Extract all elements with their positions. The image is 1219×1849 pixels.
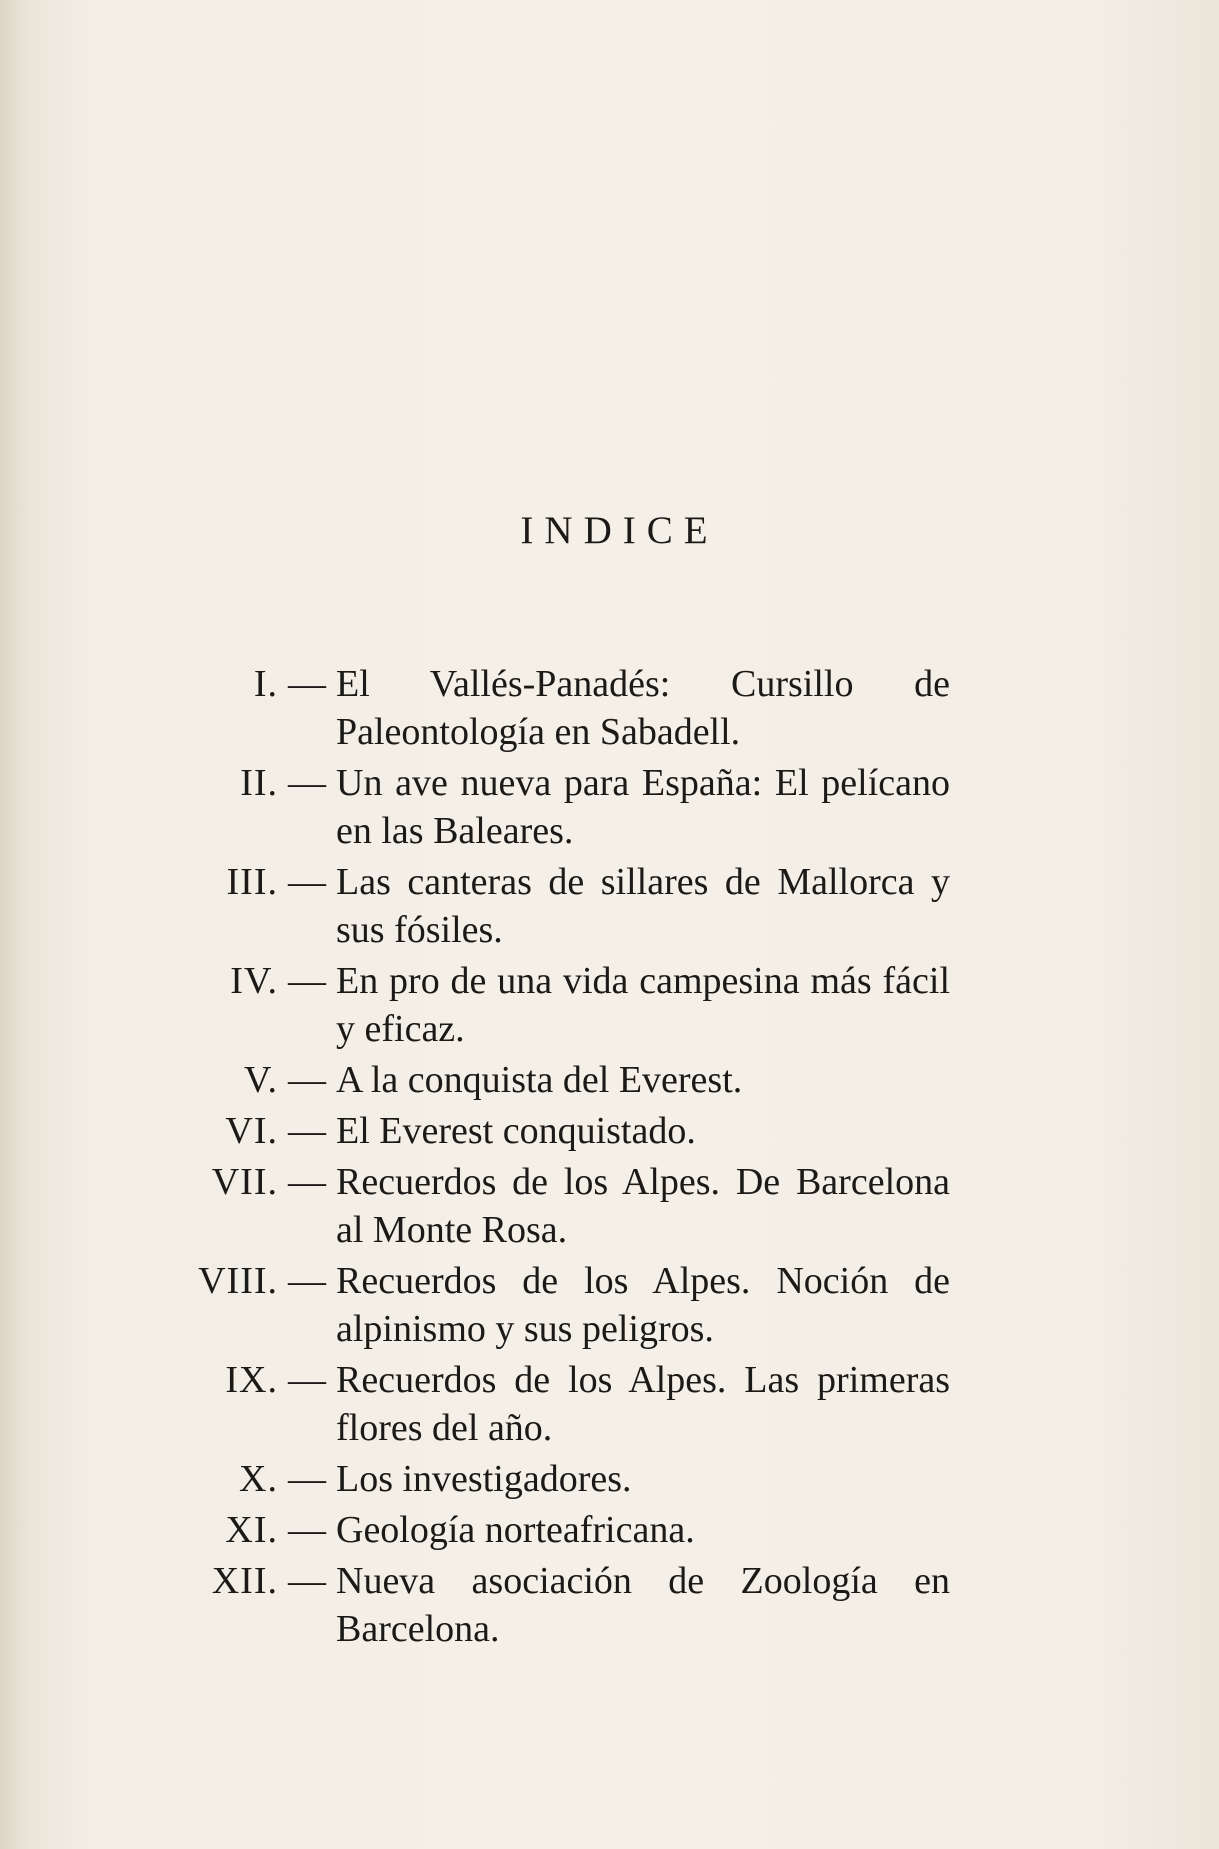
- chapter-title: Recuerdos de los Alpes. Noción de alpinismo y sus peligros.: [336, 1260, 950, 1350]
- toc-entry: [170, 1356, 950, 1452]
- toc-entry: [170, 1506, 950, 1554]
- chapter-title: Recuerdos de los Alpes. De Barcelona al Monte Rosa.: [336, 1161, 950, 1251]
- table-of-contents: [170, 660, 950, 1656]
- chapter-numeral: VI.: [225, 1110, 278, 1152]
- separator: —: [288, 1260, 326, 1302]
- chapter-title: A la conquista del Everest.: [336, 1059, 743, 1101]
- separator: —: [288, 663, 326, 705]
- separator: —: [288, 1359, 326, 1401]
- chapter-numeral: III.: [226, 861, 278, 903]
- separator: —: [288, 1560, 326, 1602]
- separator: —: [288, 1509, 326, 1551]
- toc-entry: [170, 858, 950, 954]
- toc-entry: [170, 1257, 950, 1353]
- chapter-numeral: II.: [240, 762, 278, 804]
- chapter-numeral: XI.: [225, 1509, 278, 1551]
- chapter-title: Un ave nueva para España: El pelícano en las Baleares.: [336, 762, 950, 852]
- toc-entry: [170, 1107, 950, 1155]
- chapter-title: El Everest conquistado.: [336, 1110, 696, 1152]
- toc-entry: [170, 1455, 950, 1503]
- chapter-title: El Vallés-Panadés: Cursillo de Paleontología en Sabadell.: [336, 663, 950, 753]
- toc-entry: [170, 1056, 950, 1104]
- separator: —: [288, 1161, 326, 1203]
- toc-entry: [170, 660, 950, 756]
- chapter-title: Nueva asociación de Zoología en Barcelona.: [336, 1560, 950, 1650]
- toc-entry: [170, 1158, 950, 1254]
- chapter-numeral: X.: [239, 1458, 278, 1500]
- toc-entry: [170, 759, 950, 855]
- separator: —: [288, 1110, 326, 1152]
- chapter-numeral: XII.: [211, 1560, 278, 1602]
- chapter-title: Los investigadores.: [336, 1458, 632, 1500]
- toc-entry: [170, 957, 950, 1053]
- chapter-numeral: V.: [243, 1059, 278, 1101]
- page-title: INDICE: [520, 509, 719, 552]
- chapter-title: En pro de una vida campesina más fácil y eficaz.: [336, 960, 950, 1050]
- chapter-title: Recuerdos de los Alpes. Las primeras flores del año.: [336, 1359, 950, 1449]
- chapter-numeral: IV.: [230, 960, 278, 1002]
- chapter-title: Geología norteafricana.: [336, 1509, 695, 1551]
- separator: —: [288, 960, 326, 1002]
- separator: —: [288, 861, 326, 903]
- separator: —: [288, 762, 326, 804]
- chapter-numeral: VIII.: [198, 1260, 278, 1302]
- chapter-numeral: IX.: [225, 1359, 278, 1401]
- chapter-numeral: I.: [253, 663, 278, 705]
- chapter-numeral: VII.: [211, 1161, 278, 1203]
- toc-entry: [170, 1557, 950, 1653]
- separator: —: [288, 1059, 326, 1101]
- separator: —: [288, 1458, 326, 1500]
- chapter-title: Las canteras de sillares de Mallorca y sus fósiles.: [336, 861, 950, 951]
